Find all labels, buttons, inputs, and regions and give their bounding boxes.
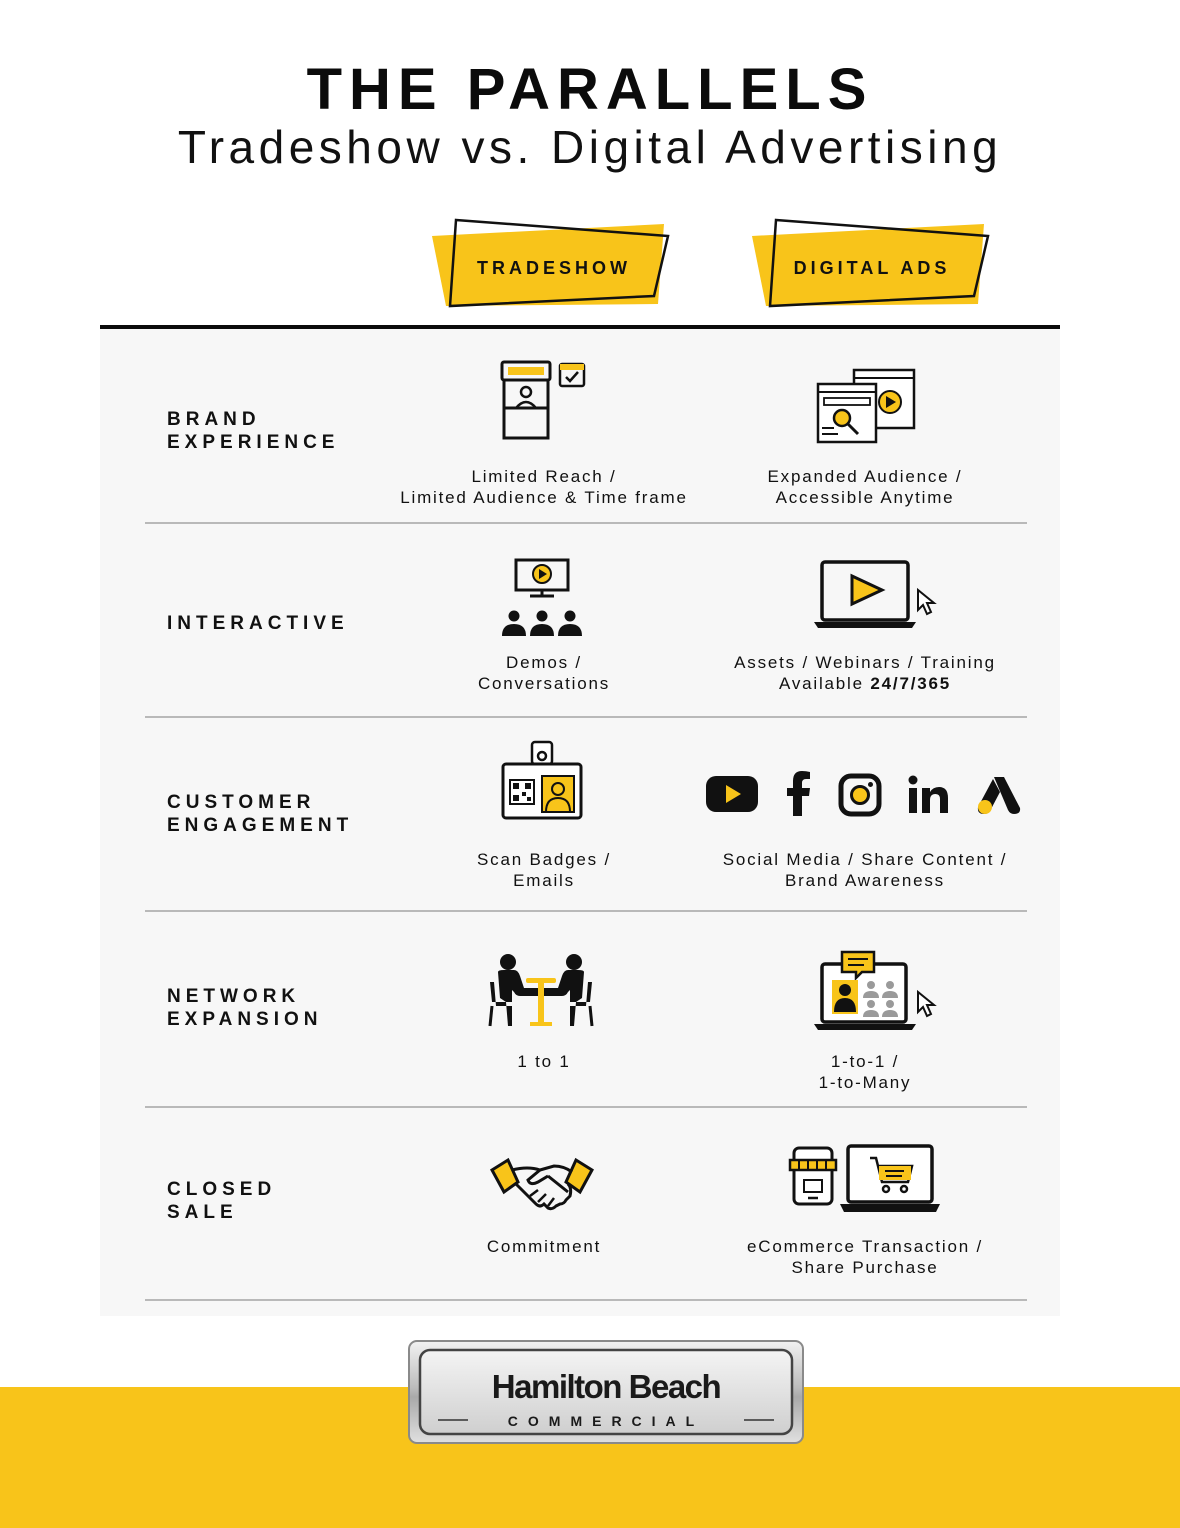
handshake-icon <box>488 1156 596 1216</box>
network-expansion-digital-caption: 1-to-1 / 1-to-Many <box>818 1052 912 1092</box>
interactive-tradeshow-caption: Demos / Conversations <box>477 653 611 693</box>
customer-engagement-tradeshow-caption: Scan Badges / Emails <box>477 850 611 890</box>
row-divider <box>145 1106 1027 1108</box>
row-label-brand-experience: BRAND EXPERIENCE <box>167 409 340 453</box>
booth-icon <box>498 358 590 442</box>
row-divider <box>145 522 1027 524</box>
facebook-icon <box>786 770 812 818</box>
page-title: THE PARALLELS <box>306 57 874 122</box>
google-ads-icon <box>976 774 1022 816</box>
web-search-icon <box>814 366 920 446</box>
presentation-audience-icon <box>500 556 584 638</box>
video-conference-icon <box>812 950 946 1034</box>
row-divider <box>145 716 1027 718</box>
badge-scan-icon <box>500 740 584 822</box>
interactive-digital-caption-prefix: Available <box>779 674 871 693</box>
ecommerce-shopping-icon <box>786 1142 940 1216</box>
row-label-closed-sale: CLOSED SALE <box>167 1179 277 1223</box>
brand-experience-digital-caption: Expanded Audience / Accessible Anytime <box>767 467 963 507</box>
page-subtitle: Tradeshow vs. Digital Advertising <box>177 121 1003 173</box>
instagram-icon <box>838 773 882 817</box>
interactive-digital-caption <box>700 652 1030 694</box>
logo-subtitle: COMMERCIAL <box>507 1413 705 1429</box>
youtube-icon <box>704 772 760 816</box>
row-label-interactive: INTERACTIVE <box>167 613 349 634</box>
hamilton-beach-logo <box>408 1340 804 1444</box>
row-label-customer-engagement: CUSTOMER ENGAGEMENT <box>167 792 354 836</box>
row-divider <box>145 1299 1027 1301</box>
logo-brand-name: Hamilton Beach <box>491 1368 721 1405</box>
interactive-digital-caption-bold: 24/7/365 <box>870 674 951 693</box>
tradeshow-column-tag <box>432 218 672 310</box>
digital-ads-column-label: DIGITAL ADS <box>793 258 951 278</box>
closed-sale-tradeshow-caption: Commitment <box>486 1237 602 1256</box>
interactive-digital-caption-line1: Assets / Webinars / Training <box>734 653 996 672</box>
digital-ads-column-tag <box>752 218 992 310</box>
laptop-video-icon <box>812 558 946 632</box>
linkedin-icon <box>908 775 950 815</box>
customer-engagement-digital-caption: Social Media / Share Content / Brand Awareness <box>722 850 1008 890</box>
brand-experience-tradeshow-caption: Limited Reach / Limited Audience & Time frame <box>400 467 688 507</box>
row-label-network-expansion: NETWORK EXPANSION <box>167 986 323 1030</box>
tradeshow-column-label: TRADESHOW <box>477 258 631 278</box>
one-on-one-meeting-icon <box>486 952 596 1028</box>
closed-sale-digital-caption: eCommerce Transaction / Share Purchase <box>746 1237 984 1277</box>
network-expansion-tradeshow-caption: 1 to 1 <box>517 1052 571 1071</box>
row-divider <box>145 910 1027 912</box>
